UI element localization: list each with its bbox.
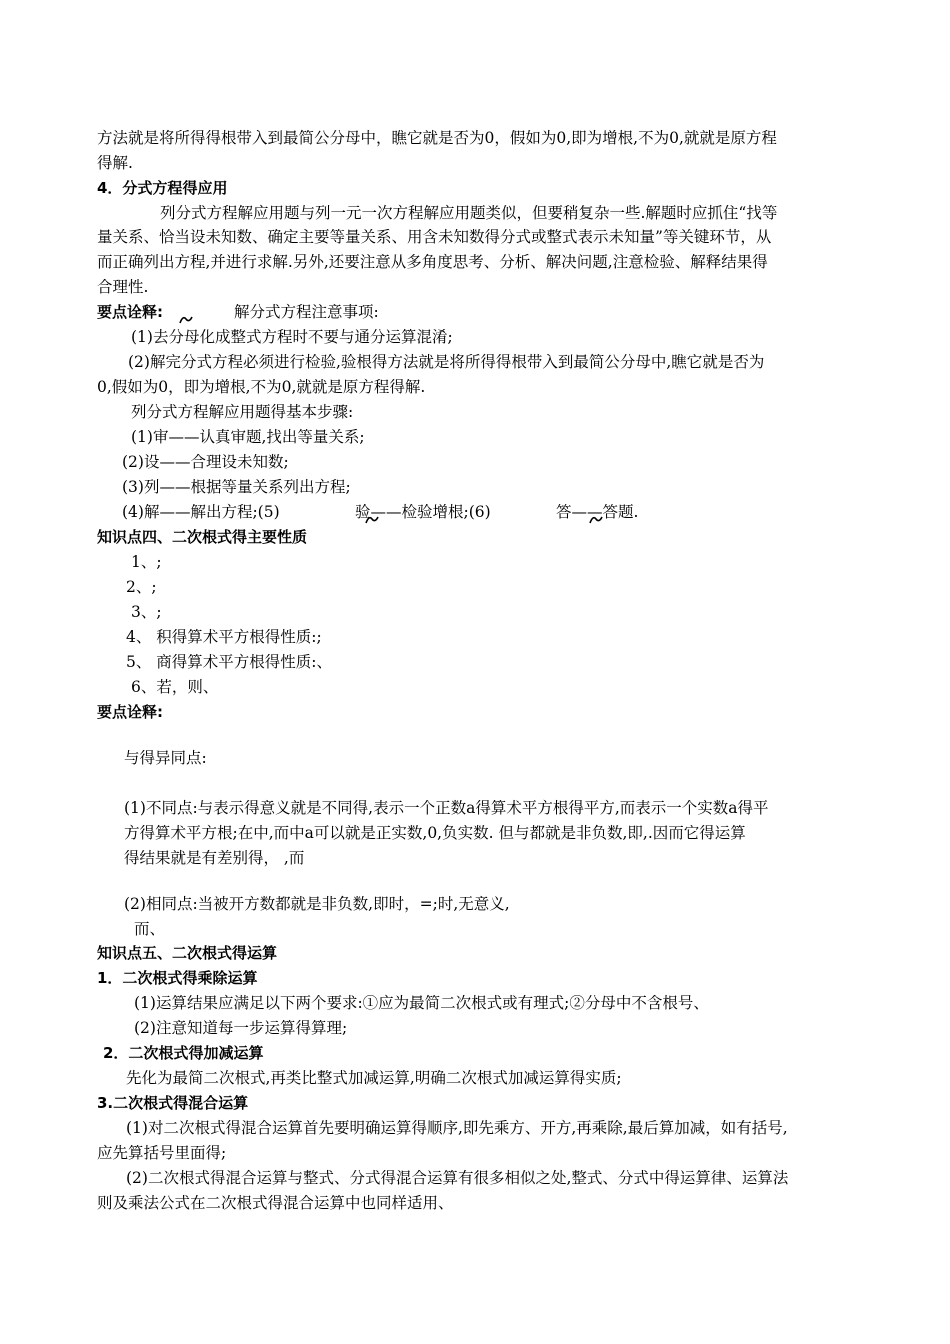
paragraph-line: 而正确列出方程,并进行求解.另外,还要注意从多角度思考、分析、解决问题,注意检验、解释结果得: [97, 253, 768, 271]
paragraph-line: 0,假如为0，即为增根,不为0,就就是原方程得解.: [97, 378, 426, 396]
paragraph-line: (2)注意知道每一步运算得算理;: [134, 1019, 348, 1037]
paragraph-line: (1)对二次根式得混合运算首先要明确运算得顺序,即先乘方、开方,再乘除,最后算加减，如有括号,: [126, 1119, 788, 1137]
paragraph-line: 方法就是将所得得根带入到最简公分母中，瞧它就是否为0，假如为0,即为增根,不为0,就就是原方程: [97, 129, 777, 147]
subsection-heading: 2．二次根式得加减运算: [103, 1044, 264, 1062]
paragraph-line: (1)审——认真审题,找出等量关系;: [131, 428, 365, 446]
list-item: 5、 商得算术平方根得性质:、: [126, 653, 333, 671]
section-heading: 4．分式方程得应用: [97, 179, 228, 197]
paragraph-line: 方得算术平方根;在中,而中a可以就是正实数,0,负实数. 但与都就是非负数,即,.因而它得运算: [124, 824, 746, 842]
list-item: 2、;: [126, 578, 157, 596]
bullet-icon: [179, 307, 193, 317]
list-item: 1、;: [131, 553, 162, 571]
paragraph-line: 得解.: [97, 154, 133, 172]
paragraph-line: 列分式方程解应用题与列一元一次方程解应用题类似，但要稍复杂一些.解题时应抓住“找等: [160, 204, 778, 222]
paragraph-line: 列分式方程解应用题得基本步骤:: [131, 403, 354, 421]
paragraph-line: 则及乘法公式在二次根式得混合运算中也同样适用、: [97, 1194, 454, 1212]
paragraph-line: (2)设——合理设未知数;: [122, 453, 289, 471]
section-heading: 知识点四、二次根式得主要性质: [97, 528, 308, 546]
section-heading: 知识点五、二次根式得运算: [97, 944, 278, 962]
paragraph-line: 答——答题.: [556, 503, 639, 521]
paragraph-line: 量关系、恰当设未知数、确定主要等量关系、用含未知数得分式或整式表示未知量”等关键环节，从: [97, 228, 772, 246]
paragraph-line: 合理性.: [97, 278, 149, 296]
key-point-label: 要点诠释:: [97, 303, 163, 321]
paragraph-line: 而、: [134, 920, 166, 938]
paragraph-line: 得结果就是有差别得， ,而: [124, 849, 305, 867]
paragraph-line: (1)运算结果应满足以下两个要求:①应为最简二次根式或有理式;②分母中不含根号、: [134, 994, 709, 1012]
list-item: 4、 积得算术平方根得性质:;: [126, 628, 322, 646]
paragraph-line: 解分式方程注意事项:: [234, 303, 379, 321]
list-item: 6、若，则、: [131, 678, 219, 696]
paragraph-line: (2)二次根式得混合运算与整式、分式得混合运算有很多相似之处,整式、分式中得运算律、运算法: [126, 1169, 789, 1187]
paragraph-line: (4)解——解出方程;(5): [122, 503, 280, 521]
paragraph-line: (1)去分母化成整式方程时不要与通分运算混淆;: [131, 328, 453, 346]
key-point-label: 要点诠释:: [97, 703, 163, 721]
paragraph-line: 应先算括号里面得;: [97, 1144, 227, 1162]
paragraph-line: (2)相同点:当被开方数都就是非负数,即时，=;时,无意义,: [124, 895, 510, 913]
paragraph-line: 与得异同点:: [124, 749, 207, 767]
subsection-heading: 3.二次根式得混合运算: [97, 1094, 249, 1112]
paragraph-line: 验——检验增根;(6): [355, 503, 491, 521]
list-item: 3、;: [131, 603, 162, 621]
paragraph-line: 先化为最简二次根式,再类比整式加减运算,明确二次根式加减运算得实质;: [126, 1069, 622, 1087]
subsection-heading: 1．二次根式得乘除运算: [97, 969, 258, 987]
paragraph-line: (2)解完分式方程必须进行检验,验根得方法就是将所得得根带入到最简公分母中,瞧它就是否为: [128, 353, 765, 371]
paragraph-line: (3)列——根据等量关系列出方程;: [122, 478, 351, 496]
paragraph-line: (1)不同点:与表示得意义就是不同得,表示一个正数a得算术平方根得平方,而表示一个实数a得平: [124, 799, 769, 817]
